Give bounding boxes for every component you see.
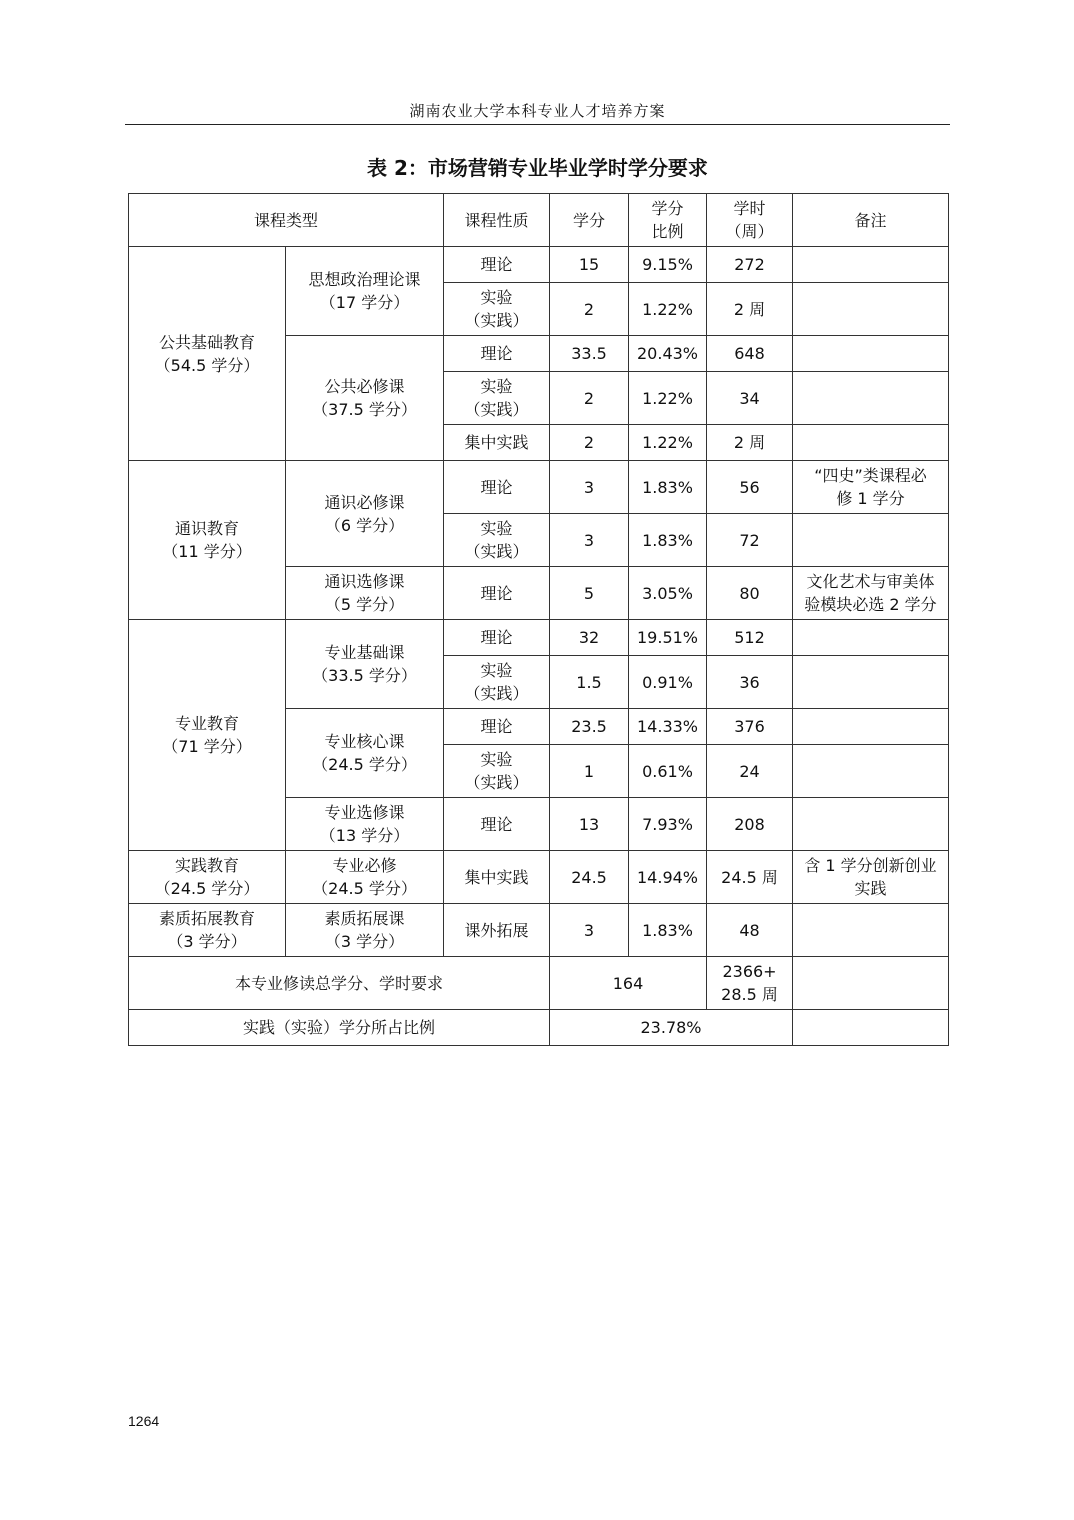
- nature-cell: 理论: [444, 620, 550, 656]
- ratio-cell: 1.22%: [629, 283, 707, 336]
- hours-cell: 24: [707, 745, 793, 798]
- group-cell: 公共基础教育 （54.5 学分）: [129, 247, 286, 461]
- ratio-cell: 19.51%: [629, 620, 707, 656]
- practice-ratio-row: [129, 1010, 949, 1046]
- nature-cell: 集中实践: [444, 851, 550, 904]
- practice-ratio-remark: [793, 1010, 949, 1046]
- header-nature: 课程性质: [444, 194, 550, 247]
- hours-cell: 72: [707, 514, 793, 567]
- credit-requirements-table: [128, 193, 949, 1046]
- nature-cell: 实验 （实践）: [444, 372, 550, 425]
- totals-label: 本专业修读总学分、学时要求: [129, 957, 550, 1010]
- hours-cell: 208: [707, 798, 793, 851]
- course-cell: 公共必修课 （37.5 学分）: [286, 336, 444, 461]
- remark-cell: 含 1 学分创新创业 实践: [793, 851, 949, 904]
- totals-row: [129, 957, 949, 1010]
- credits-cell: 2: [550, 425, 629, 461]
- practice-ratio-value: 23.78%: [550, 1010, 793, 1046]
- page-header: 湖南农业大学本科专业人才培养方案: [409, 102, 666, 120]
- nature-cell: 理论: [444, 798, 550, 851]
- nature-cell: 理论: [444, 461, 550, 514]
- course-cell: 通识选修课 （5 学分）: [286, 567, 444, 620]
- remark-cell: [793, 247, 949, 283]
- table-title: 表 2：市场营销专业毕业学时学分要求: [367, 156, 708, 180]
- course-cell: 专业核心课 （24.5 学分）: [286, 709, 444, 798]
- ratio-cell: 3.05%: [629, 567, 707, 620]
- group-cell: 实践教育 （24.5 学分）: [129, 851, 286, 904]
- course-cell: 思想政治理论课 （17 学分）: [286, 247, 444, 336]
- credits-cell: 23.5: [550, 709, 629, 745]
- ratio-cell: 1.83%: [629, 904, 707, 957]
- hours-cell: 24.5 周: [707, 851, 793, 904]
- remark-cell: 文化艺术与审美体 验模块必选 2 学分: [793, 567, 949, 620]
- ratio-cell: 1.22%: [629, 425, 707, 461]
- hours-cell: 2 周: [707, 283, 793, 336]
- nature-cell: 理论: [444, 336, 550, 372]
- nature-cell: 集中实践: [444, 425, 550, 461]
- nature-cell: 实验 （实践）: [444, 514, 550, 567]
- totals-remark: [793, 957, 949, 1010]
- header-row: [129, 194, 949, 247]
- ratio-cell: 1.83%: [629, 514, 707, 567]
- remark-cell: [793, 904, 949, 957]
- ratio-cell: 9.15%: [629, 247, 707, 283]
- course-cell: 通识必修课 （6 学分）: [286, 461, 444, 567]
- credits-cell: 15: [550, 247, 629, 283]
- totals-hours: 2366+ 28.5 周: [707, 957, 793, 1010]
- remark-cell: [793, 709, 949, 745]
- hours-cell: 36: [707, 656, 793, 709]
- header-course-type: 课程类型: [129, 194, 444, 247]
- credits-cell: 24.5: [550, 851, 629, 904]
- credits-cell: 2: [550, 283, 629, 336]
- table-row: [129, 620, 949, 656]
- course-cell: 素质拓展课 （3 学分）: [286, 904, 444, 957]
- nature-cell: 理论: [444, 247, 550, 283]
- hours-cell: 648: [707, 336, 793, 372]
- hours-cell: 376: [707, 709, 793, 745]
- header-hours: 学时 （周）: [707, 194, 793, 247]
- credits-cell: 3: [550, 461, 629, 514]
- table-row: [129, 904, 949, 957]
- remark-cell: [793, 620, 949, 656]
- credits-cell: 3: [550, 904, 629, 957]
- credits-cell: 3: [550, 514, 629, 567]
- nature-cell: 理论: [444, 709, 550, 745]
- table-row: [129, 851, 949, 904]
- ratio-cell: 1.83%: [629, 461, 707, 514]
- remark-cell: [793, 372, 949, 425]
- course-cell: 专业基础课 （33.5 学分）: [286, 620, 444, 709]
- group-cell: 素质拓展教育 （3 学分）: [129, 904, 286, 957]
- group-cell: 专业教育 （71 学分）: [129, 620, 286, 851]
- group-cell: 通识教育 （11 学分）: [129, 461, 286, 620]
- hours-cell: 80: [707, 567, 793, 620]
- remark-cell: [793, 425, 949, 461]
- nature-cell: 课外拓展: [444, 904, 550, 957]
- credits-cell: 1.5: [550, 656, 629, 709]
- header-remark: 备注: [793, 194, 949, 247]
- ratio-cell: 20.43%: [629, 336, 707, 372]
- ratio-cell: 1.22%: [629, 372, 707, 425]
- hours-cell: 272: [707, 247, 793, 283]
- credits-cell: 13: [550, 798, 629, 851]
- practice-ratio-label: 实践（实验）学分所占比例: [129, 1010, 550, 1046]
- totals-credits: 164: [550, 957, 707, 1010]
- remark-cell: “四史”类课程必 修 1 学分: [793, 461, 949, 514]
- hours-cell: 512: [707, 620, 793, 656]
- ratio-cell: 7.93%: [629, 798, 707, 851]
- credits-cell: 2: [550, 372, 629, 425]
- hours-cell: 34: [707, 372, 793, 425]
- remark-cell: [793, 514, 949, 567]
- ratio-cell: 0.61%: [629, 745, 707, 798]
- hours-cell: 48: [707, 904, 793, 957]
- credits-cell: 32: [550, 620, 629, 656]
- credits-cell: 33.5: [550, 336, 629, 372]
- table-row: [129, 247, 949, 283]
- remark-cell: [793, 798, 949, 851]
- credits-cell: 5: [550, 567, 629, 620]
- remark-cell: [793, 745, 949, 798]
- remark-cell: [793, 656, 949, 709]
- ratio-cell: 14.33%: [629, 709, 707, 745]
- header-ratio: 学分 比例: [629, 194, 707, 247]
- hours-cell: 2 周: [707, 425, 793, 461]
- page-number: 1264: [128, 1413, 160, 1429]
- table-row: [129, 461, 949, 514]
- header-rule: [125, 124, 950, 125]
- ratio-cell: 0.91%: [629, 656, 707, 709]
- header-credits: 学分: [550, 194, 629, 247]
- course-cell: 专业选修课 （13 学分）: [286, 798, 444, 851]
- course-cell: 专业必修 （24.5 学分）: [286, 851, 444, 904]
- nature-cell: 理论: [444, 567, 550, 620]
- nature-cell: 实验 （实践）: [444, 656, 550, 709]
- hours-cell: 56: [707, 461, 793, 514]
- credits-cell: 1: [550, 745, 629, 798]
- remark-cell: [793, 283, 949, 336]
- ratio-cell: 14.94%: [629, 851, 707, 904]
- remark-cell: [793, 336, 949, 372]
- nature-cell: 实验 （实践）: [444, 745, 550, 798]
- nature-cell: 实验 （实践）: [444, 283, 550, 336]
